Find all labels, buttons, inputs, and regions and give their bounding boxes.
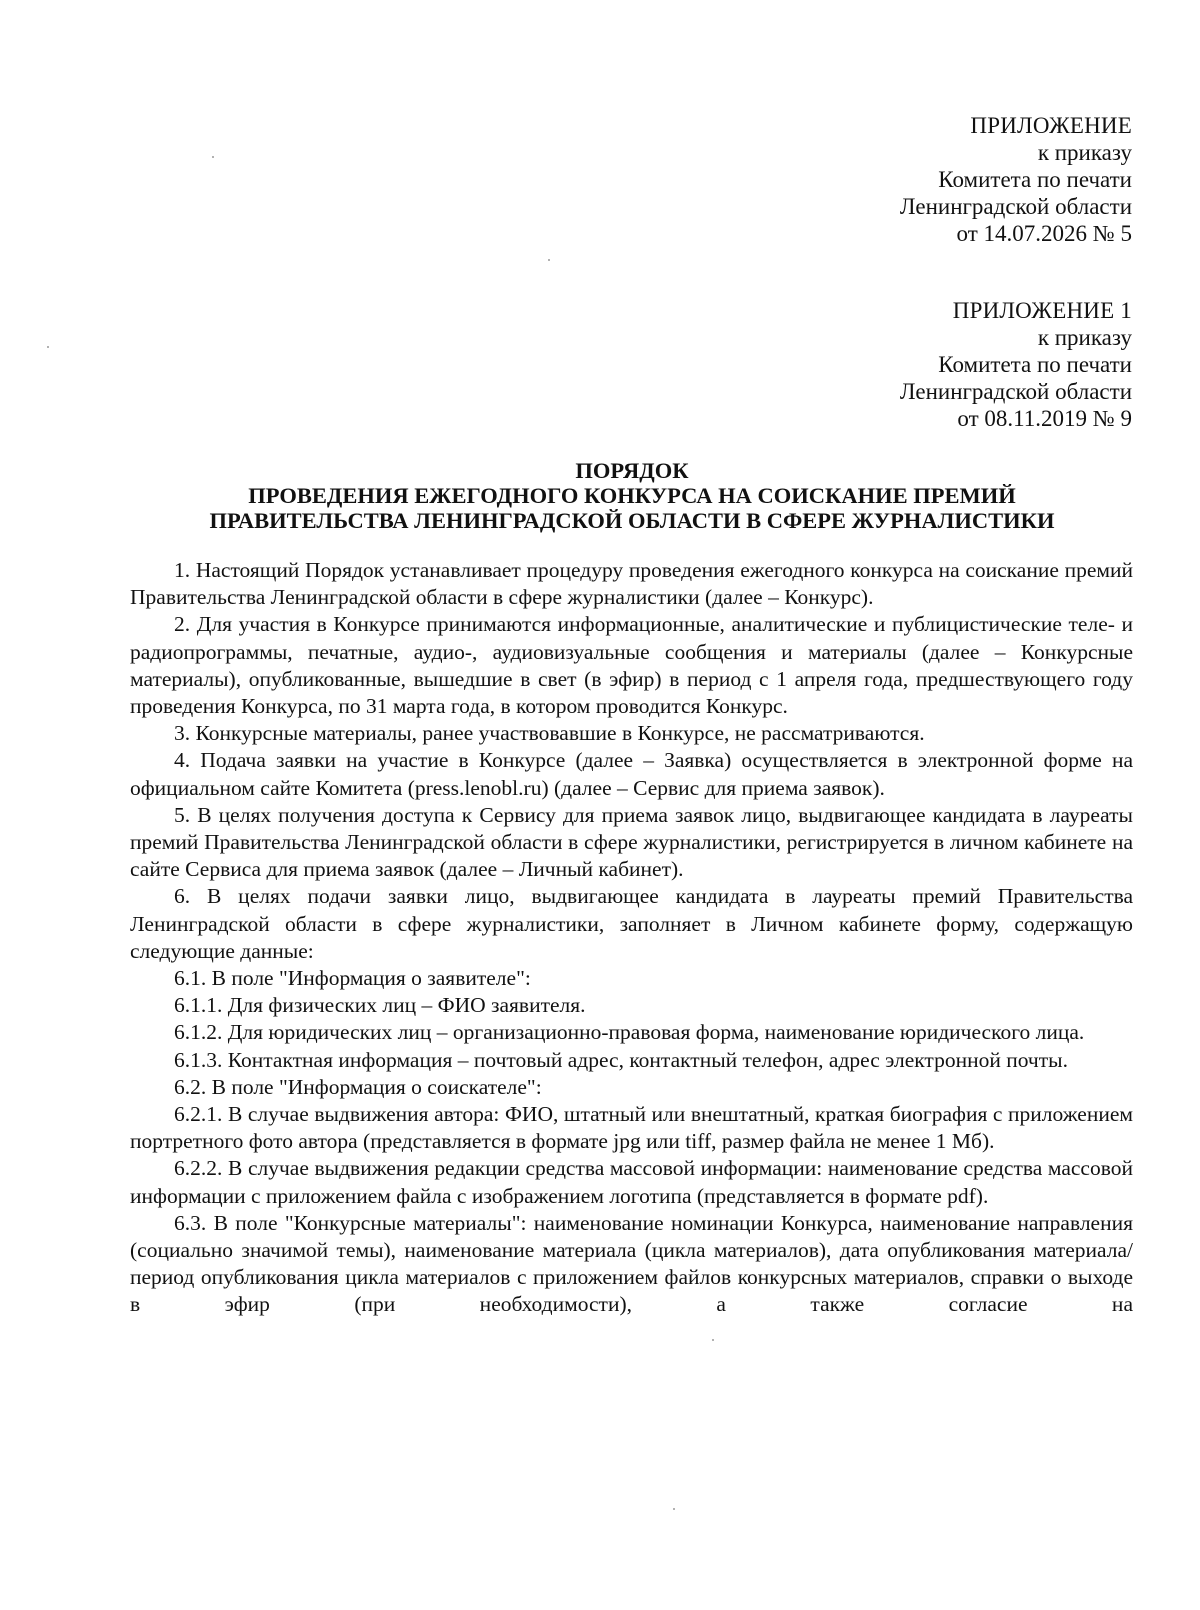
scan-speck <box>548 259 550 261</box>
appendix-primary-title: ПРИЛОЖЕНИЕ <box>970 113 1132 138</box>
paragraph-6-1-3: 6.1.3. Контактная информация – почтовый адрес, контактный телефон, адрес электронной почты. <box>174 1047 1068 1072</box>
paragraph-5: 5. В целях получения доступа к Сервису для приема заявок лицо, выдвигающее кандидата в лауреаты премий Правительства Ленинградской области в сфере журналистики, регистрируется в личном кабинете на сайте Сервиса для приема заявок (далее – Личный кабинет). <box>130 802 1133 882</box>
paragraph-6-1-1: 6.1.1. Для физических лиц – ФИО заявителя. <box>174 993 586 1018</box>
appendix-secondary-line1: к приказу <box>1037 325 1132 350</box>
paragraph-6: 6. В целях подачи заявки лицо, выдвигающее кандидата в лауреаты премий Правительства Ленинградской области в сфере журналистики, заполняет в Личном кабинете форму, содержащую следующие данные: <box>130 884 1133 963</box>
appendix-secondary-line4: от 08.11.2019 № 9 <box>957 406 1132 431</box>
appendix-secondary-line3: Ленинградской области <box>899 379 1132 404</box>
document-title-line3: ПРАВИТЕЛЬСТВА ЛЕНИНГРАДСКОЙ ОБЛАСТИ В СФЕРЕ ЖУРНАЛИСТИКИ <box>209 508 1055 533</box>
paragraph-6-2-2: 6.2.2. В случае выдвижения редакции средства массовой информации: наименование средства массовой информации с приложением файла с изображением логотипа (представляется в формате pdf). <box>130 1156 1133 1208</box>
scan-speck <box>673 1508 675 1510</box>
appendix-secondary-title: ПРИЛОЖЕНИЕ 1 <box>952 298 1132 323</box>
appendix-primary <box>900 112 1132 247</box>
appendix-primary-line2: Комитета по печати <box>938 167 1132 192</box>
paragraph-6-1-2: 6.1.2. Для юридических лиц – организационно-правовая форма, наименование юридического лица. <box>174 1020 1085 1045</box>
paragraph-1: 1. Настоящий Порядок устанавливает процедуру проведения ежегодного конкурса на соискание премий Правительства Ленинградской области в сфере журналистики (далее – Конкурс). <box>130 558 1133 610</box>
appendix-secondary <box>900 297 1132 432</box>
paragraph-3: 3. Конкурсные материалы, ранее участвовавшие в Конкурсе, не рассматриваются. <box>174 721 925 746</box>
scan-speck <box>712 1339 714 1341</box>
document-title-line2: ПРОВЕДЕНИЯ ЕЖЕГОДНОГО КОНКУРСА НА СОИСКАНИЕ ПРЕМИЙ <box>248 483 1016 508</box>
document-body <box>130 557 1133 1319</box>
paragraph-2: 2. Для участия в Конкурсе принимаются информационные, аналитические и публицистические теле- и радиопрограммы, печатные, аудио-, аудиовизуальные сообщения и материалы (далее – Конкурсные материалы), опубликованные, вышедшие в свет (в эфир) в период с 1 апреля года, предшествующего году проведения Конкурса, по 31 марта года, в котором проводится Конкурс. <box>130 612 1133 719</box>
paragraph-4: 4. Подача заявки на участие в Конкурсе (далее – Заявка) осуществляется в электронной форме на официальном сайте Комитета (press.lenobl.ru) (далее – Сервис для приема заявок). <box>130 748 1133 800</box>
paragraph-6-3: 6.3. В поле "Конкурсные материалы": наименование номинации Конкурса, наименование направления (социально значимой темы), наименование материала (цикла материалов), дата опубликования материала/период опубликования цикла материалов с приложением файлов конкурсных материалов, справки о выходе в эфир (при необходимости), а также согласие на <box>130 1210 1133 1317</box>
appendix-primary-line4: от 14.07.2026 № 5 <box>956 221 1132 246</box>
scan-speck <box>212 156 214 158</box>
appendix-secondary-line2: Комитета по печати <box>938 352 1132 377</box>
paragraph-6-2-1: 6.2.1. В случае выдвижения автора: ФИО, штатный или внештатный, краткая биография с приложением портретного фото автора (представляется в формате jpg или tiff, размер файла не менее 1 Мб). <box>130 1102 1133 1154</box>
document-title <box>100 458 1164 533</box>
scan-speck <box>47 346 49 348</box>
paragraph-6-2: 6.2. В поле "Информация о соискателе": <box>174 1074 542 1099</box>
paragraph-6-1: 6.1. В поле "Информация о заявителе": <box>174 966 531 991</box>
document-title-line1: ПОРЯДОК <box>575 458 689 483</box>
appendix-primary-line3: Ленинградской области <box>899 194 1132 219</box>
appendix-primary-line1: к приказу <box>1037 140 1132 165</box>
